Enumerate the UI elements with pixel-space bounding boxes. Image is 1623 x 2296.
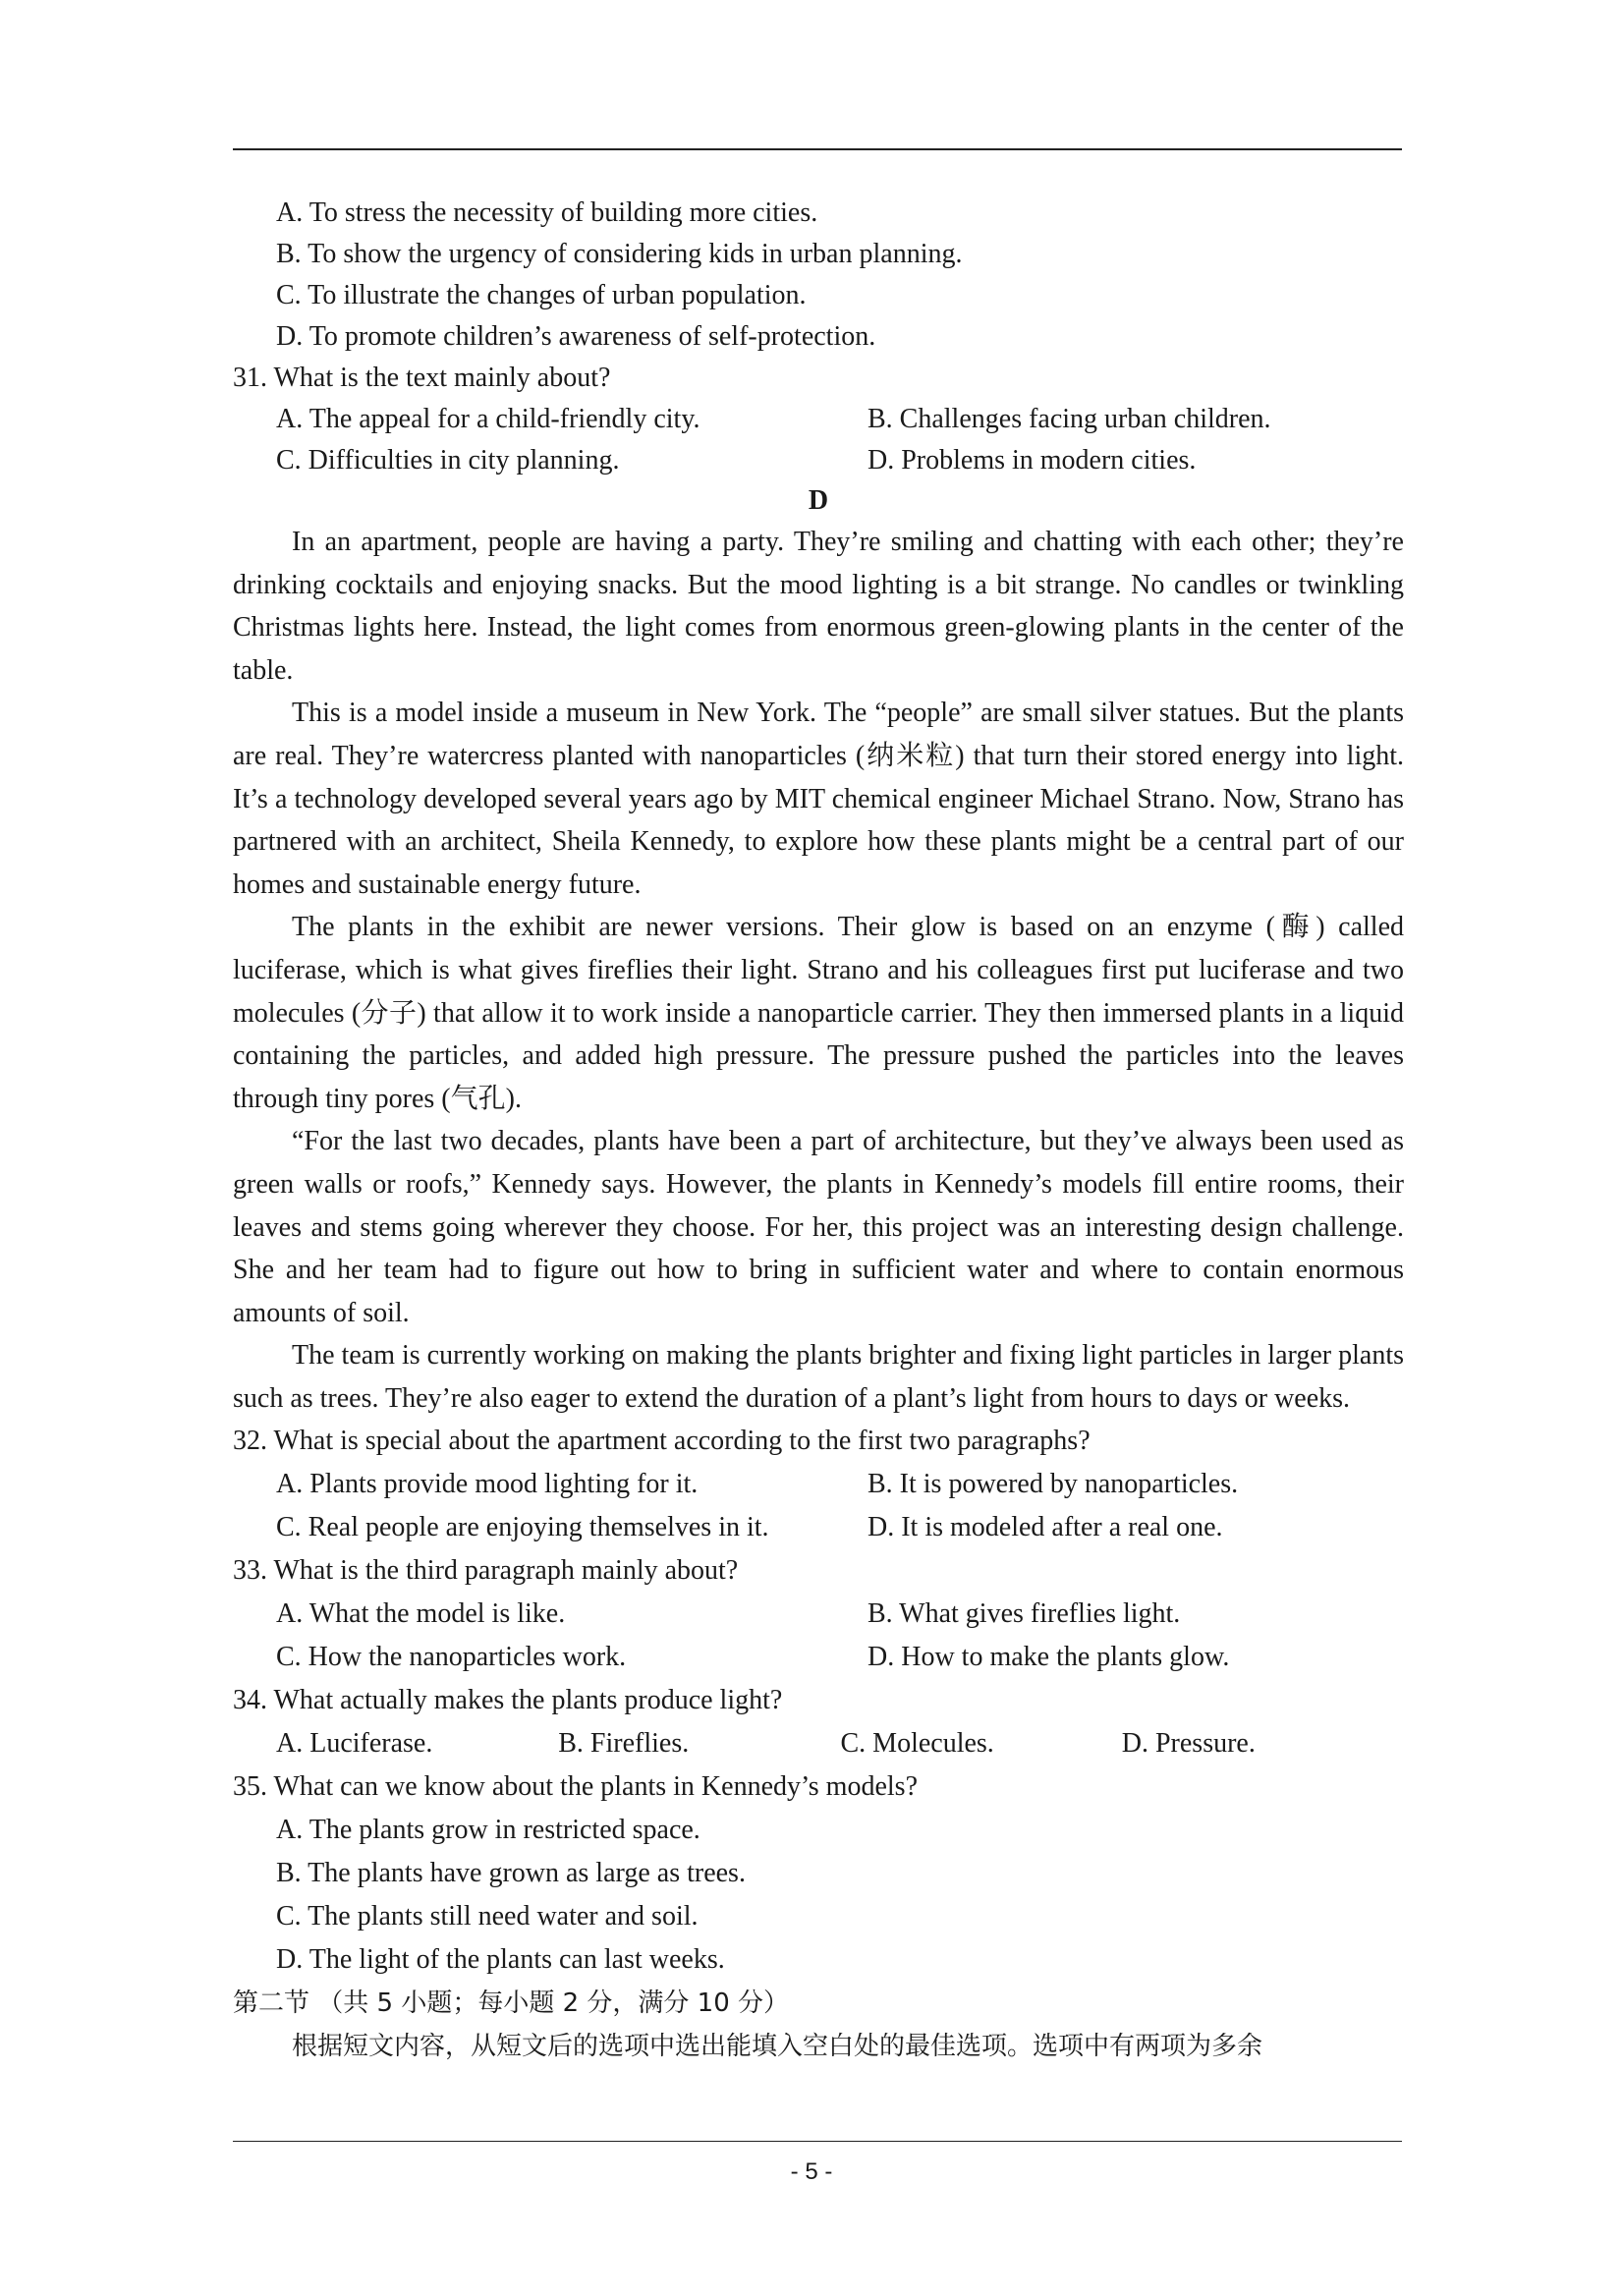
q30-option-d: D. To promote children’s awareness of self-protection.: [276, 321, 876, 352]
q32-option-b: B. It is powered by nanoparticles.: [867, 1469, 1239, 1500]
q32-option-d: D. It is modeled after a real one.: [867, 1512, 1223, 1543]
q31-option-d: D. Problems in modern cities.: [867, 445, 1197, 476]
page-content: [233, 193, 1404, 2068]
q32-options-row-1: [233, 1463, 1404, 1506]
q33-question: 33. What is the third paragraph mainly about?: [233, 1555, 739, 1587]
q34-option-d: D. Pressure.: [1121, 1728, 1256, 1760]
q31-options-row-1: [233, 399, 1404, 440]
section-2-instruction: 根据短文内容，从短文后的选项中选出能填入空白处的最佳选项。选项中有两项为多余: [292, 2032, 1263, 2062]
q33-options-row-2: [233, 1636, 1404, 1679]
q31-options-row-2: [233, 440, 1404, 481]
q30-option-a: A. To stress the necessity of building more cities.: [276, 197, 818, 228]
q35-option-b: B. The plants have grown as large as trees.: [276, 1858, 746, 1889]
section-2-heading: 第二节 （共 5 小题；每小题 2 分，满分 10 分）: [233, 1988, 790, 2019]
q32-question: 32. What is special about the apartment according to the first two paragraphs?: [233, 1426, 1091, 1457]
q30-option-b: B. To show the urgency of considering kids in urban planning.: [276, 239, 963, 269]
passage-title: D: [808, 485, 829, 516]
passage-paragraph-2: This is a model inside a museum in New York. The “people” are small silver statues. But the plants are real. They’re watercress planted with nanoparticles (纳米粒) that turn their stored energy into light. It’s a technology developed several years ago by MIT chemical engineer Michael Strano. Now, Strano has partnered with an architect, Sheila Kennedy, to explore how these plants might be a central part of our homes and sustainable energy future.: [233, 698, 1404, 900]
header-rule: [233, 148, 1402, 150]
q33-options-row-1: [233, 1593, 1404, 1636]
q32-option-c: C. Real people are enjoying themselves in it.: [276, 1512, 769, 1543]
passage-paragraph-1: In an apartment, people are having a party. They’re smiling and chatting with each other; they’re drinking cocktails and enjoying snacks. But the mood lighting is a bit strange. No candles or twinkling Christmas lights here. Instead, the light comes from enormous green-glowing plants in the center of the table.: [233, 527, 1404, 686]
passage-paragraph-3: The plants in the exhibit are newer versions. Their glow is based on an enzyme (酶) called luciferase, which is what gives fireflies their light. Strano and his colleagues first put luciferase and two molecules (分子) that allow it to work inside a nanoparticle carrier. They then immersed plants in a liquid containing the particles, and added high pressure. The pressure pushed the particles into the leaves through tiny pores (气孔).: [233, 912, 1404, 1114]
q32-option-a: A. Plants provide mood lighting for it.: [276, 1469, 699, 1500]
q34-options-row: [233, 1722, 1404, 1765]
q35-option-a: A. The plants grow in restricted space.: [276, 1815, 700, 1846]
q33-option-d: D. How to make the plants glow.: [867, 1642, 1230, 1673]
q31-option-b: B. Challenges facing urban children.: [867, 404, 1271, 434]
q31-option-a: A. The appeal for a child-friendly city.: [276, 404, 700, 434]
q35-option-c: C. The plants still need water and soil.: [276, 1901, 699, 1932]
q34-option-c: C. Molecules.: [840, 1728, 994, 1760]
q34-option-b: B. Fireflies.: [558, 1728, 690, 1760]
q33-option-a: A. What the model is like.: [276, 1598, 566, 1630]
passage-paragraph-5: The team is currently working on making the plants brighter and fixing light particles in larger plants such as trees. They’re also eager to extend the duration of a plant’s light from hours to days or weeks.: [233, 1340, 1404, 1414]
page-number: - 5 -: [790, 2158, 833, 2185]
q34-question: 34. What actually makes the plants produce light?: [233, 1685, 783, 1716]
q33-option-c: C. How the nanoparticles work.: [276, 1642, 627, 1673]
q35-option-d: D. The light of the plants can last weeks.: [276, 1944, 725, 1976]
q31-option-c: C. Difficulties in city planning.: [276, 445, 620, 476]
q33-option-b: B. What gives fireflies light.: [867, 1598, 1181, 1630]
q35-question: 35. What can we know about the plants in Kennedy’s models?: [233, 1771, 918, 1803]
q34-option-a: A. Luciferase.: [276, 1728, 433, 1760]
q30-option-c: C. To illustrate the changes of urban population.: [276, 280, 807, 310]
footer-rule: [233, 2141, 1402, 2142]
passage-paragraph-4: “For the last two decades, plants have been a part of architecture, but they’ve always been used as green walls or roofs,” Kennedy says. However, the plants in Kennedy’s models fill entire rooms, their leaves and stems going wherever they choose. For her, this project was an interesting design challenge. She and her team had to figure out how to bring in sufficient water and where to contain enormous amounts of soil.: [233, 1126, 1404, 1328]
q32-options-row-2: [233, 1506, 1404, 1549]
q31-question: 31. What is the text mainly about?: [233, 363, 611, 393]
